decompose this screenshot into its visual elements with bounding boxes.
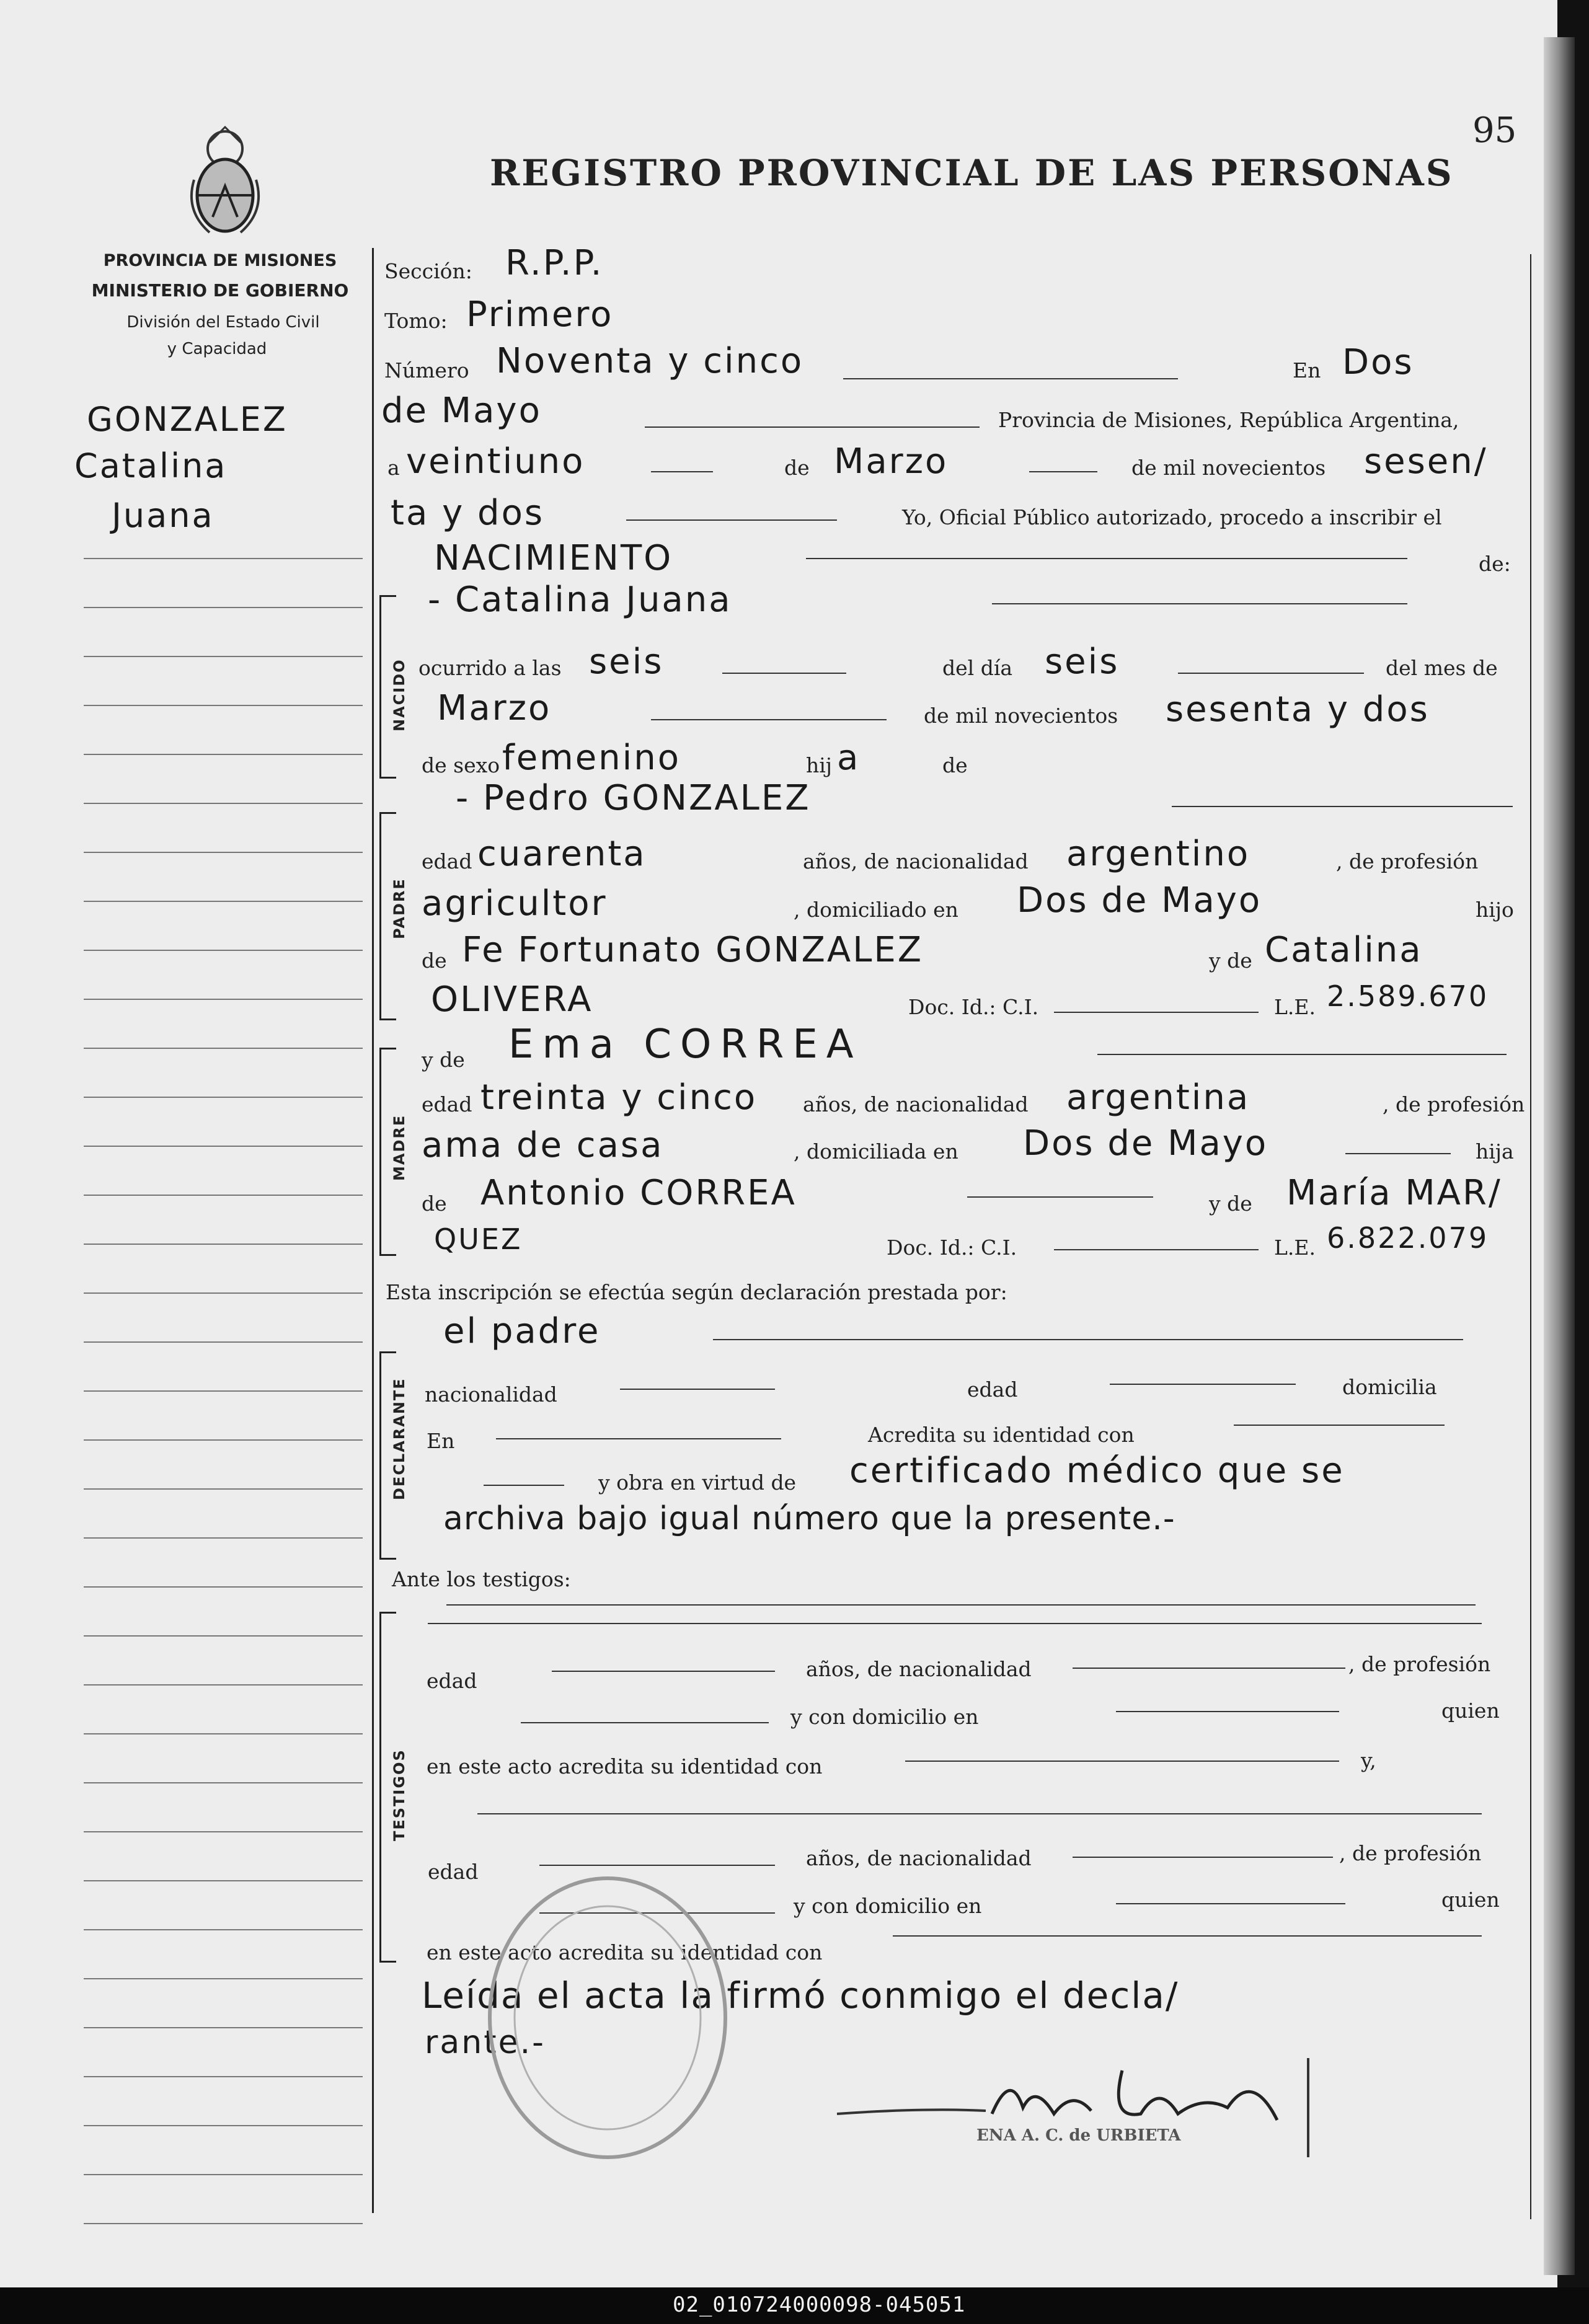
entry-anio-nac: sesenta y dos [1166, 689, 1430, 730]
margin-rule-line [84, 705, 363, 706]
entry-padre-profesion: agricultor [422, 883, 608, 924]
entry-cierre2: rante.- [425, 2024, 546, 2061]
section-testigos: TESTIGOS [391, 1749, 408, 1841]
file-id-bar [0, 2287, 1589, 2324]
section-padre: PADRE [391, 878, 408, 939]
label-declaracion: Esta inscripción se efectúa según declaración prestada por: [386, 1280, 1007, 1304]
label-domiciliada: , domiciliada en [794, 1139, 958, 1164]
entry-padre-nacionalidad: argentino [1066, 834, 1250, 874]
label-t1-edad: edad [427, 1669, 477, 1693]
page-number: 95 [1472, 110, 1517, 151]
section-nacido: NACIDO [391, 658, 408, 731]
official-signature-icon [831, 2046, 1327, 2163]
entry-obra-virtud: certificado médico que se [849, 1451, 1345, 1491]
section-madre: MADRE [391, 1114, 408, 1181]
label-t2-acredita: en este acto acredita su identidad con [427, 1940, 823, 1964]
margin-rule-line [84, 901, 363, 902]
entry-madre-nacionalidad: argentina [1066, 1077, 1250, 1118]
label-le2: L.E. [1274, 1235, 1316, 1260]
margin-rule-line [84, 2076, 363, 2077]
label-del-mes: del mes de [1386, 656, 1498, 680]
label-le1: L.E. [1274, 995, 1316, 1019]
label-provincia: Provincia de Misiones, República Argentina, [998, 408, 1459, 432]
margin-rule-line [84, 1635, 363, 1637]
margin-rule-line [84, 852, 363, 853]
entry-madre-le: 6.822.079 [1327, 1221, 1489, 1255]
entry-abuela-paterna: Catalina [1265, 930, 1423, 970]
entry-madre-domicilio: Dos de Mayo [1023, 1123, 1268, 1164]
label-t1-nac: años, de nacionalidad [806, 1657, 1032, 1681]
margin-rule-line [84, 1097, 363, 1098]
margin-rule-line [84, 558, 363, 559]
label-t2-edad: edad [428, 1860, 479, 1884]
label-ante-testigos: Ante los testigos: [392, 1567, 571, 1591]
entry-padre: - Pedro GONZALEZ [456, 778, 811, 818]
label-doc-id1: Doc. Id.: C.I. [908, 995, 1039, 1019]
label-de1: de [784, 456, 810, 480]
entry-padre-le: 2.589.670 [1327, 979, 1489, 1013]
entry-anio-cont: ta y dos [391, 493, 544, 533]
margin-rule-line [84, 2125, 363, 2126]
label-del-dia: del día [942, 656, 1013, 680]
margin-rule-line [84, 1684, 363, 1686]
margin-rule-line [84, 1782, 363, 1783]
label-mil-nov1: de mil novecientos [1131, 456, 1326, 480]
issuer-line2: MINISTERIO DE GOBIERNO [91, 280, 349, 301]
margin-rule-line [84, 1292, 363, 1294]
entry-acto: NACIMIENTO [434, 538, 673, 578]
label-mil-nov2: de mil novecientos [924, 704, 1118, 728]
margin-given2: Juana [112, 496, 215, 535]
margin-rule-line [84, 1439, 363, 1441]
entry-madre: Ema CORREA [508, 1022, 862, 1067]
entry-abuela-paterna-cont: OLIVERA [431, 979, 593, 1020]
label-acredita: Acredita su identidad con [868, 1423, 1135, 1447]
label-obra-virtud: y obra en virtud de [598, 1470, 797, 1495]
entry-nombre: - Catalina Juana [428, 580, 732, 620]
label-madre-edad: edad [422, 1092, 472, 1116]
margin-rule-line [84, 1978, 363, 1979]
entry-anio: sesen/ [1364, 441, 1488, 482]
entry-numero: Noventa y cinco [496, 341, 804, 381]
margin-rule-line [84, 1390, 363, 1392]
issuer-line4: y Capacidad [167, 340, 267, 358]
file-id: 02_010724000098-045051 [673, 2292, 966, 2317]
label-t1-acredita: en este acto acredita su identidad con [427, 1754, 823, 1778]
margin-rule-line [84, 1244, 363, 1245]
entry-abuela-materna-cont: QUEZ [434, 1222, 523, 1256]
entry-hora: seis [589, 642, 664, 682]
label-madre-nac: años, de nacionalidad [803, 1092, 1029, 1116]
margin-surname: GONZALEZ [87, 400, 288, 439]
margin-rule-line [84, 1733, 363, 1734]
entry-padre-edad: cuarenta [477, 834, 647, 874]
entry-seccion: R.P.P. [505, 243, 604, 283]
margin-rule-line [84, 1831, 363, 1832]
label-en: En [1293, 358, 1321, 382]
margin-rule-line [84, 1586, 363, 1588]
label-seccion: Sección: [384, 259, 472, 283]
official-name-stamp: ENA A. C. de URBIETA [976, 2126, 1181, 2145]
label-ocurrido: ocurrido a las [418, 656, 562, 680]
margin-rule-line [84, 754, 363, 755]
label-t1-quien: quien [1441, 1699, 1500, 1723]
label-a: a [387, 456, 400, 480]
margin-rule-line [84, 1929, 363, 1930]
entry-hij-suffix: a [837, 738, 861, 778]
label-doc-id2: Doc. Id.: C.I. [887, 1235, 1017, 1260]
label-en-decl: En [427, 1429, 455, 1453]
entry-dia-nac: seis [1045, 642, 1120, 682]
entry-en-cont: de Mayo [381, 391, 542, 431]
section-declarante: DECLARANTE [391, 1377, 408, 1500]
book-edge [1544, 37, 1575, 2275]
label-t1-y: y, [1361, 1748, 1376, 1772]
label-hijo: hijo [1476, 898, 1514, 922]
label-t2-nac: años, de nacionalidad [806, 1846, 1032, 1870]
entry-abuelo-paterno: Fe Fortunato GONZALEZ [462, 930, 924, 970]
label-de3: de [422, 948, 447, 973]
entry-declarante: el padre [443, 1311, 601, 1351]
margin-rule-line [84, 803, 363, 804]
label-t1-profesion: , de profesión [1348, 1652, 1491, 1676]
page-title: REGISTRO PROVINCIAL DE LAS PERSONAS [490, 152, 1454, 194]
entry-abuela-materna: María MAR/ [1286, 1173, 1502, 1213]
label-numero: Número [384, 358, 469, 382]
entry-tomo: Primero [466, 294, 614, 335]
label-edad-decl: edad [967, 1377, 1018, 1402]
label-t2-quien: quien [1441, 1888, 1500, 1912]
label-t2-domicilio: y con domicilio en [794, 1894, 982, 1918]
label-nacionalidad: nacionalidad [425, 1382, 557, 1407]
label-domicilia: domicilia [1342, 1375, 1437, 1399]
margin-rule-line [84, 1048, 363, 1049]
margin-rule-line [84, 2027, 363, 2028]
label-de-sexo: de sexo [422, 753, 500, 777]
margin-rule-line [84, 1880, 363, 1881]
form-left-border [372, 248, 374, 2213]
issuer-line1: PROVINCIA DE MISIONES [103, 251, 337, 270]
label-hija: hija [1476, 1139, 1514, 1164]
margin-rule-line [84, 1195, 363, 1196]
official-seal-icon [484, 1872, 732, 2163]
entry-sexo: femenino [502, 738, 681, 778]
margin-rule-line [84, 1488, 363, 1490]
entry-mes: Marzo [834, 441, 949, 482]
margin-rule-line [84, 656, 363, 657]
entry-en: Dos [1342, 342, 1414, 382]
label-y-de3: y de [1209, 1191, 1252, 1216]
label-y-de2: y de [422, 1048, 465, 1072]
entry-madre-profesion: ama de casa [422, 1125, 664, 1165]
margin-rule-line [84, 950, 363, 951]
label-de-colon: de: [1479, 552, 1511, 576]
form-right-border [1530, 254, 1531, 2219]
margin-rule-line [84, 2223, 363, 2224]
label-domiciliado: , domiciliado en [794, 898, 958, 922]
issuer-line3: División del Estado Civil [126, 313, 320, 332]
entry-mes-nac: Marzo [437, 688, 552, 728]
label-hij: hij [806, 753, 833, 777]
entry-madre-edad: treinta y cinco [480, 1077, 758, 1118]
margin-rule-line [84, 607, 363, 608]
margin-rule-line [84, 1341, 363, 1343]
margin-rule-line [84, 1146, 363, 1147]
label-y-de1: y de [1209, 948, 1252, 973]
margin-given1: Catalina [74, 446, 228, 485]
entry-padre-domicilio: Dos de Mayo [1017, 880, 1262, 921]
label-de2: de [942, 753, 968, 777]
label-t2-profesion: , de profesión [1339, 1841, 1482, 1865]
margin-rule-line [84, 2174, 363, 2175]
entry-obra-virtud-cont: archiva bajo igual número que la presente.- [443, 1500, 1175, 1537]
entry-abuelo-materno: Antonio CORREA [480, 1173, 797, 1213]
label-tomo: Tomo: [384, 309, 448, 333]
entry-dia: veintiuno [406, 441, 585, 482]
label-t1-domicilio: y con domicilio en [790, 1705, 979, 1729]
label-padre-nac: años, de nacionalidad [803, 849, 1029, 873]
label-padre-profesion: , de profesión [1336, 849, 1479, 873]
margin-rule-line [84, 999, 363, 1000]
label-madre-profesion: , de profesión [1383, 1092, 1525, 1116]
label-de4: de [422, 1191, 447, 1216]
label-yo-oficial: Yo, Oficial Público autorizado, procedo a inscribir el [902, 505, 1442, 529]
label-padre-edad: edad [422, 849, 472, 873]
margin-rule-line [84, 1537, 363, 1539]
coat-of-arms-icon [185, 124, 265, 242]
entry-cierre1: Leída el acta la firmó conmigo el decla/ [422, 1974, 1179, 2017]
